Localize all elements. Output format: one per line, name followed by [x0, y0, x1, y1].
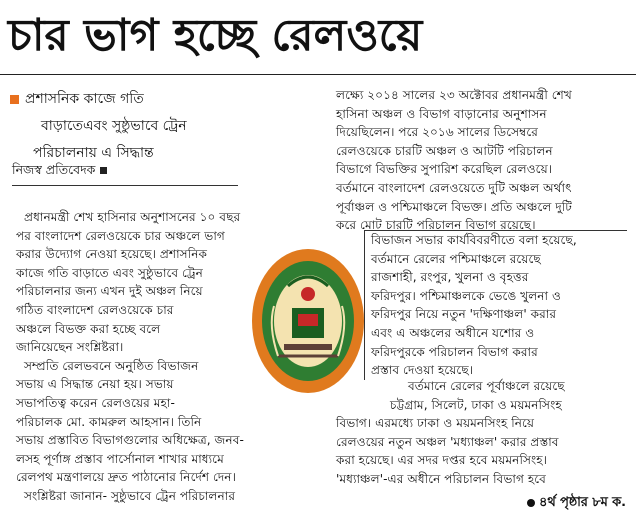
text-line: সভায় এ সিদ্ধান্ত নেয়া হয়। সভায় [16, 377, 174, 392]
text-line: বর্তমানে রেলের পূর্বাঞ্চলে রয়েছে [408, 379, 565, 393]
text-line: সভাপতিত্ব করেন রেলওয়ের মহা- [16, 395, 175, 410]
logo-emblem-dot [301, 287, 315, 301]
text-line: বিভাজন সভার কার্যবিবরণীতে বলা হয়েছে, [371, 233, 577, 247]
text-line: পরিচালক মো. কামরুল আহসান। তিনি [16, 414, 202, 429]
text-line: ফরিদপুর। পশ্চিমাঞ্চলকে ভেঙে খুলনা ও [371, 288, 561, 303]
subheadline-line: পরিচালনায় এ সিদ্ধান্ত [33, 145, 154, 161]
text-line: সম্প্রতি রেলভবনে অনুষ্ঠিত বিভাজন [24, 358, 199, 373]
text-line: হাসিনা অঞ্চল ও বিভাগ বাড়ানোর অনুশাসন [336, 106, 547, 121]
text-line: প্রস্তাব দেওয়া হয়েছে। [371, 363, 474, 378]
text-line: পর বাংলাদেশ রেলওয়েকে চার অঞ্চলে ভাগ [16, 228, 225, 243]
right-column-bottom [336, 377, 626, 489]
text-line: চট্টগ্রাম, সিলেট, ঢাকা ও ময়মনসিংহ [390, 397, 562, 412]
bullet-dot-icon [527, 499, 535, 507]
text-line: রেলপথ মন্ত্রণালয়ে দ্রুত পাঠানোর নির্দেশ দেন। [16, 470, 236, 485]
text-line: অঞ্চলে বিভক্ত করা হচ্ছে বলে [16, 321, 161, 336]
headline: চার ভাগ হচ্ছে রেলওয়ে [8, 10, 423, 61]
byline-text: নিজস্ব প্রতিবেদক [12, 162, 96, 177]
text-line: রেলওয়েকে চারটি অঞ্চল ও আটটি পরিচালন [336, 143, 553, 158]
subheadline-line: প্রশাসনিক কাজে গতি [25, 91, 144, 107]
text-line: বিভাগ। এরমধ্যে ঢাকা ও ময়মনসিংহ নিয়ে [336, 416, 535, 431]
text-line: ফরিদপুরকে পরিচালন বিভাগ করার [371, 344, 538, 359]
right-column-box [364, 230, 627, 380]
railway-logo [248, 246, 368, 396]
subheadline [10, 86, 246, 167]
byline-rule [12, 185, 238, 186]
text-line: বিভাগে বিভক্তির সুপারিশ করেছিল রেলওয়ে। [336, 162, 553, 177]
text-line: রেলওয়ের নতুন অঞ্চল 'মধ্যাঞ্চল' করার প্রস্তাব [336, 434, 559, 449]
text-line: এবং এ অঞ্চলের অধীনে যশোর ও [371, 325, 535, 340]
text-line: লক্ষ্যে ২০১৪ সালের ২৩ অক্টোবর প্রধানমন্ত্রী শেখ [336, 88, 572, 102]
continued-note [527, 493, 626, 514]
text-line: 'মধ্যাঞ্চল'-এর অধীনে পরিচালন বিভাগ হবে [336, 471, 546, 486]
text-line: সংশ্লিষ্টরা জানান- সুষ্ঠুভাবে ট্রেন পরিচালনার [24, 488, 236, 503]
text-line: বর্তমানে বাংলাদেশ রেলওয়েতে দুটি অঞ্চল অর্থাৎ [336, 180, 572, 195]
text-line: কাজে গতি বাড়াতে এবং সুষ্ঠুভাবে ট্রেন [16, 265, 203, 280]
text-line: লসহ পূর্ণাঙ্গ প্রস্তাব পার্সোনাল শাখার মাধ্যমে [16, 451, 224, 466]
text-line: রাজশাহী, রংপুর, খুলনা ও বৃহত্তর [371, 270, 529, 285]
text-line: ফরিদপুর নিয়ে নতুন 'দক্ষিণাঞ্চল' করার [371, 307, 557, 322]
text-line: করে মোট চারটি পরিচালন বিভাগ রয়েছে। [336, 218, 536, 233]
headline-rule [0, 74, 636, 75]
text-line: প্রধানমন্ত্রী শেখ হাসিনার অনুশাসনের ১০ বছর [24, 210, 241, 224]
railway-emblem-icon [248, 246, 368, 396]
text-line: দিয়েছিলেন। পরে ২০১৬ সালের ডিসেম্বরে [336, 125, 538, 140]
right-column-top [336, 86, 626, 235]
text-line: বর্তমানে রেলের পশ্চিমাঞ্চলে রয়েছে [371, 251, 541, 266]
subheadline-line: বাড়াতেএবং সুষ্ঠুভাবে ট্রেন [41, 118, 187, 134]
continued-note-text: ৪র্থ পৃষ্ঠার ৮ম ক. [539, 495, 626, 510]
logo-train-window [298, 314, 318, 326]
orange-bullet-icon [10, 95, 19, 104]
text-line: পরিচালনার জন্য এখন দুই অঞ্চল নিয়ে [16, 284, 203, 299]
text-line: গঠিত বাংলাদেশ রেলওয়েকে চার [16, 302, 174, 317]
text-line: পূর্বাঞ্চল ও পশ্চিমাঞ্চলে বিভক্ত। প্রতি অঞ্চলে দুটি [336, 199, 572, 214]
logo-track [284, 344, 332, 350]
byline [12, 162, 107, 182]
text-line: করা হয়েছে। এর সদর দপ্তর হবে ময়মনসিংহ। [336, 453, 548, 468]
text-line: করার উদ্যোগ নেওয়া হয়েছে। প্রশাসনিক [16, 247, 208, 262]
text-line: জানিয়েছেন সংশ্লিষ্টরা। [16, 340, 124, 355]
text-line: সভায় প্রস্তাবিত বিভাগগুলোর অধিক্ষেত্র, জনব- [16, 433, 244, 448]
square-bullet-icon [100, 167, 107, 174]
